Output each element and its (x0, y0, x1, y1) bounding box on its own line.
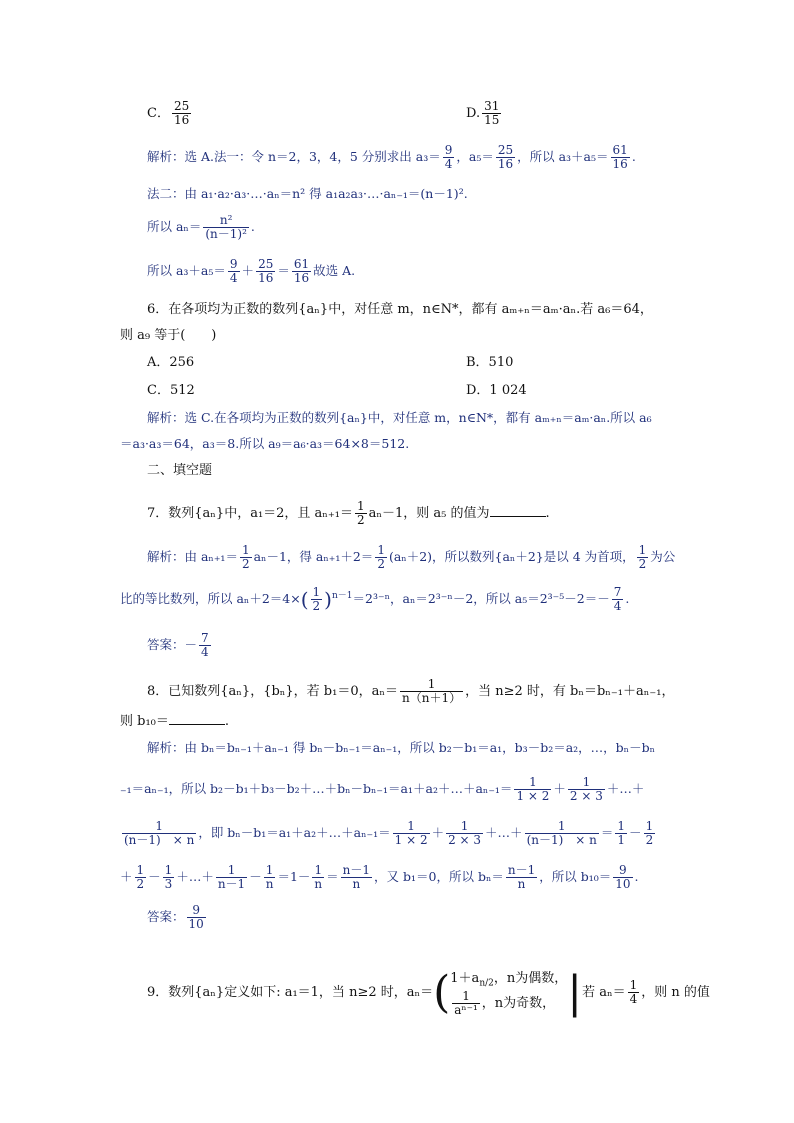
q7-stem: 7．数列{aₙ}中，a₁＝2，且 aₙ₊₁＝ $\frac{1}{2}$ aₙ－1，则 a₅ 的值为 . (147, 499, 550, 527)
section-heading: 二、填空题 (147, 463, 213, 478)
q6-option-b: B．510 (466, 355, 514, 370)
q8-solution-line2: ₋₁＝aₙ₋₁，所以 b₂－b₁＋b₃－b₂＋…＋bₙ－bₙ₋₁＝a₁＋a₂＋…＋aₙ₋₁＝ $\frac{1}{1 \times 2}$ ＋ $\frac{1}{2 \times 3}$ ＋…＋ (120, 775, 645, 803)
q8-answer: 答案： $\frac{9}{10}$ (147, 903, 204, 931)
q8-stem-line2: 则 b₁₀＝ . (120, 714, 230, 729)
q8-solution-line4: ＋ $\frac{1}{2}$ － $\frac{1}{3}$ ＋…＋ $\frac{1}{n-1}$ － $\frac{1}{n}$ ＝1－ $\frac{1}{n}$ ＝ $\frac{n-1}{n}$ ，又 b₁＝0，所以 bₙ＝ $\frac{n-1}{n}$ ，所以 b₁₀＝ $\frac{9}{10}$ . (120, 863, 639, 891)
q6-stem-line1: 6．在各项均为正数的数列{aₙ}中，对任意 m，n∈N*，都有 aₘ₊ₙ＝aₘ·aₙ.若 a₆＝64， (147, 302, 653, 317)
q5-option-d (466, 100, 503, 127)
q5-method2-line: 法二：由 a₁·a₂·a₃·…·aₙ＝n² 得 a₁a₂a₃·…·aₙ₋₁＝(n－1)². (147, 186, 468, 201)
q5-method2-sum: 所以 a₃＋a₅＝ $\frac{9}{4}$ ＋ $\frac{25}{16}$ ＝ $\frac{61}{16}$ 故选 A. (147, 257, 356, 285)
q8-stem-line1: 8．已知数列{aₙ}，{bₙ}，若 b₁＝0，aₙ＝ $\frac{1}{n(n+1)}$ ，当 n≥2 时，有 bₙ＝bₙ₋₁＋aₙ₋₁， (147, 677, 675, 705)
option-label: D. (466, 106, 481, 121)
answer-blank (490, 504, 546, 517)
piecewise-cases: $1+a_{n/2}$，n为偶数， $\frac{1}{\text{aⁿ⁻¹}}$ ，n为奇数， (450, 971, 568, 1017)
q5-option-c (147, 100, 193, 127)
q9-stem: 9．数列{aₙ}定义如下: a₁＝1，当 n≥2 时，aₙ＝( $1+a_{n/2}$，n为偶数， $\frac{1}{\text{aⁿ⁻¹}}$ ，n为奇数， |若 aₙ＝ $\frac{1}{4}$ ，则 n 的值 (147, 966, 710, 1018)
q7-answer: 答案：－ $\frac{7}{4}$ (147, 631, 209, 659)
q7-solution-line1: 解析：由 aₙ₊₁＝ $\frac{1}{2}$ aₙ－1，得 aₙ₊₁＋2＝ $\frac{1}{2}$ (aₙ＋2)，所以数列{aₙ＋2}是以 4 为首项， $\frac{1}{2}$ 为公 (147, 543, 676, 571)
q8-solution-line1: 解析：由 bₙ＝bₙ₋₁＋aₙ₋₁ 得 bₙ－bₙ₋₁＝aₙ₋₁，所以 b₂－b₁＝a₁，b₃－b₂＝a₂，…，bₙ－bₙ (147, 740, 655, 755)
q6-option-c: C．512 (147, 383, 195, 398)
fraction: $\frac{25}{16}$ (173, 99, 190, 127)
q6-solution-line1: 解析：选 C.在各项均为正数的数列{aₙ}中，对任意 m，n∈N*，都有 aₘ₊ₙ＝aₘ·aₙ.所以 a₆ (147, 410, 652, 425)
q8-solution-line3: $\frac{1}{(n-1) \times n}$ ，即 bₙ－b₁＝a₁＋a₂＋…＋aₙ₋₁＝ $\frac{1}{1 \times 2}$ ＋ $\frac{1}{2 \times 3}$ ＋…＋ $\frac{1}{(n-1) \times n}$ ＝ $\frac{1}{1}$ － $\frac{1}{2}$ (124, 819, 654, 847)
option-label: C． (147, 106, 170, 121)
q6-stem-line2: 则 a₉ 等于( ) (120, 328, 217, 343)
fraction: $\frac{31}{15}$ (484, 99, 500, 127)
q5-solution-line1: 解析：选 A.法一：令 n＝2，3，4，5 分别求出 a₃＝ $\frac{9}{4}$ ，a₅＝ $\frac{25}{16}$ ，所以 a₃＋a₅＝ $\frac{61}{16}$ . (147, 143, 636, 171)
answer-blank (169, 712, 225, 725)
q6-option-a: A．256 (147, 355, 195, 370)
q6-solution-line2: ＝a₃·a₃＝64，a₃＝8.所以 a₉＝a₆·a₃＝64×8＝512. (120, 436, 410, 451)
q5-method2-an: 所以 aₙ＝ $\frac{\text{n²}}{\text{(n－1)²}}$ . (147, 213, 255, 241)
q7-solution-line2: 比的等比数列，所以 aₙ＋2＝4×( $\frac{1}{2}$ )$^{n-1}$＝2³⁻ⁿ，aₙ＝2³⁻ⁿ－2，所以 a₅＝2³⁻⁵－2＝－ $\frac{7}{4}$ . (120, 585, 630, 613)
q6-option-d: D．1 024 (466, 383, 527, 398)
